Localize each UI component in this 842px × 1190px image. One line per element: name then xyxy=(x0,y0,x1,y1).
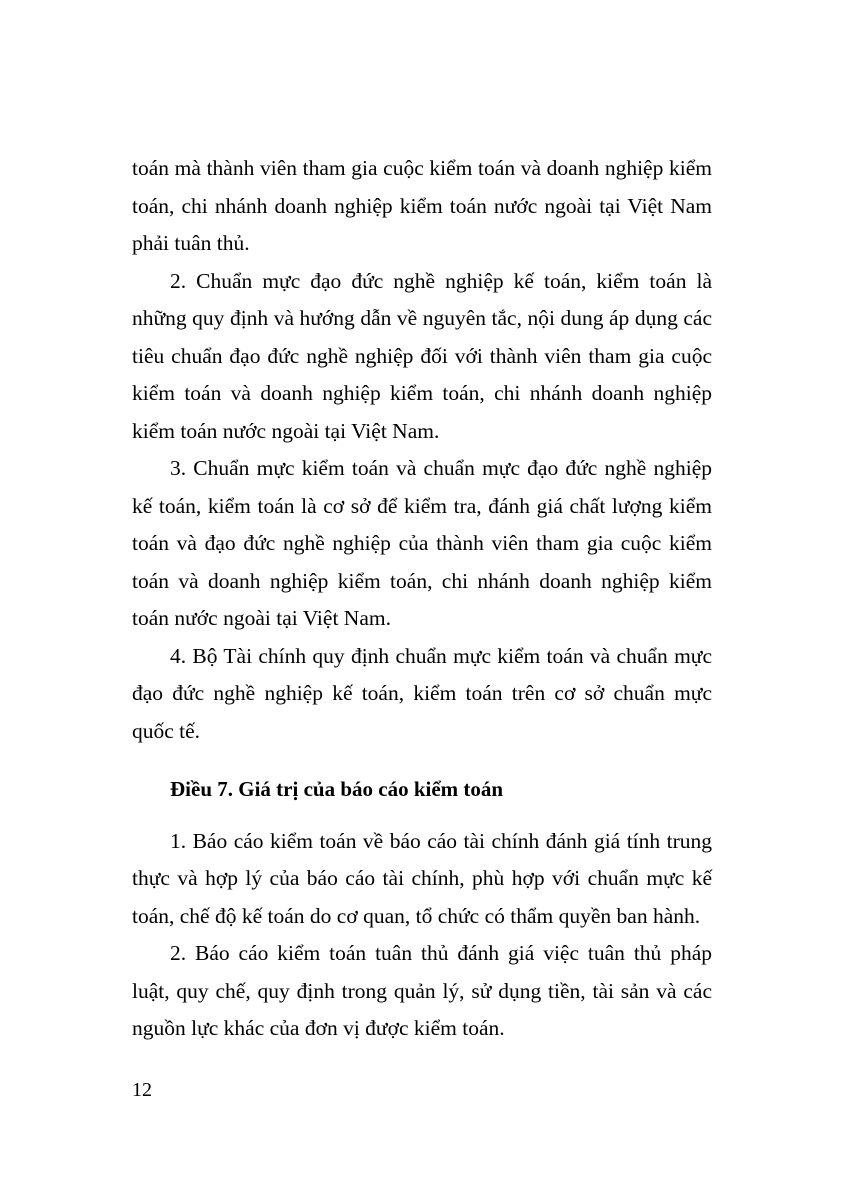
paragraph-article7-clause-2: 2. Báo cáo kiểm toán tuân thủ đánh giá việc tuân thủ pháp luật, quy chế, quy định trong quản lý, sử dụng tiền, tài sản và các nguồn lực khác của đơn vị được kiểm toán. xyxy=(132,941,712,1040)
page-body xyxy=(132,150,712,1048)
article-heading: Điều 7. Giá trị của báo cáo kiểm toán xyxy=(170,777,504,801)
paragraph-clause-4: 4. Bộ Tài chính quy định chuẩn mực kiểm toán và chuẩn mực đạo đức nghề nghiệp kế toán, kiểm toán trên cơ sở chuẩn mực quốc tế. xyxy=(132,643,712,743)
paragraph-continuation: toán mà thành viên tham gia cuộc kiểm toán và doanh nghiệp kiểm toán, chi nhánh doanh nghiệp kiểm toán nước ngoài tại Việt Nam phải tuân thủ. xyxy=(132,156,712,255)
paragraph-clause-3: 3. Chuẩn mực kiểm toán và chuẩn mực đạo đức nghề nghiệp kế toán, kiểm toán là cơ sở để kiểm tra, đánh giá chất lượng kiểm toán và đạo đức nghề nghiệp của thành viên tham gia cuộc kiểm toán và doanh nghiệp kiểm toán, chi nhánh doanh nghiệp kiểm toán nước ngoài tại Việt Nam. xyxy=(132,456,712,630)
page-number: 12 xyxy=(132,1079,152,1101)
paragraph-clause-2: 2. Chuẩn mực đạo đức nghề nghiệp kế toán, kiểm toán là những quy định và hướng dẫn về nguyên tắc, nội dung áp dụng các tiêu chuẩn đạo đức nghề nghiệp đối với thành viên tham gia cuộc kiểm toán và doanh nghiệp kiểm toán, chi nhánh doanh nghiệp kiểm toán nước ngoài tại Việt Nam. xyxy=(132,268,712,443)
paragraph-article7-clause-1: 1. Báo cáo kiểm toán về báo cáo tài chính đánh giá tính trung thực và hợp lý của báo cáo tài chính, phù hợp với chuẩn mực kế toán, chế độ kế toán do cơ quan, tổ chức có thẩm quyền ban hành. xyxy=(132,828,712,928)
